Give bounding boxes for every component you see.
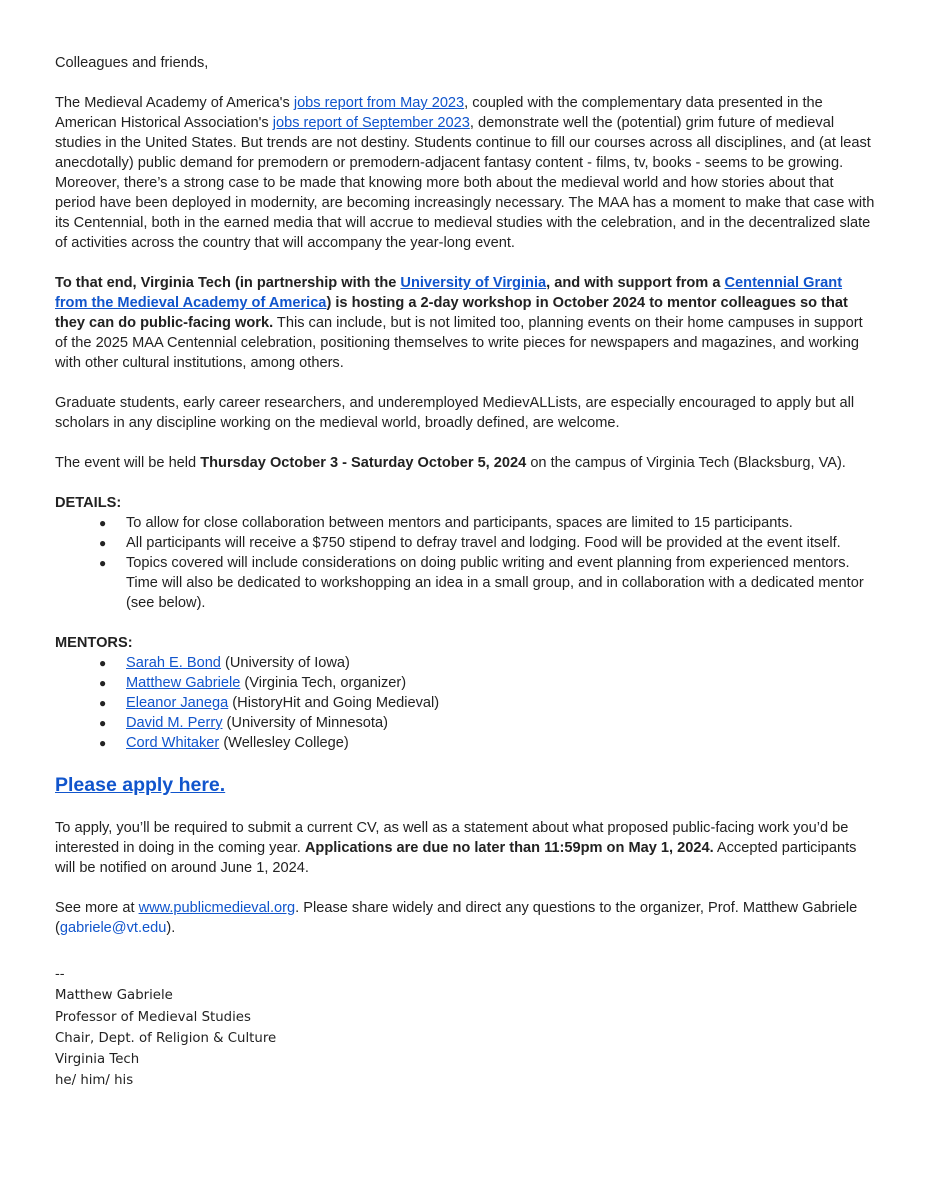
details-list <box>55 513 877 613</box>
deadline: Applications are due no later than 11:59pm on May 1, 2024. <box>304 840 714 856</box>
text: , demonstrate well the (potential) grim future of medieval studies in the United States. But trends are not destiny. Students continue to fill our courses across all disciplines, and (at least anecdotally) public demand for premodern or premodern-adjacent fantasy content - films, tv, books - seems to be growing. Moreover, there’s a strong case to be made that knowing more both about the medieval world and how stories about that period have been deployed in modernity, are becoming increasingly necessary. The MAA has a moment to make that case with its Centennial, both in the earned media that will accrue to medieval studies with the celebration, and in the decentralized slate of activities across the country that will accompany the year-long event. <box>55 115 875 251</box>
text: To apply, you’ll be required to submit a current CV, as well as a statement about what proposed public-facing work you’d be interested in doing in the coming year. <box>55 820 849 856</box>
bullet-icon: ● <box>99 736 107 750</box>
text: The Medieval Academy of America's <box>55 95 294 111</box>
text: ). <box>166 920 176 936</box>
mentors-list <box>55 653 877 753</box>
bullet-icon: ● <box>99 716 107 730</box>
link-publicmedieval[interactable]: www.publicmedieval.org <box>138 900 296 916</box>
text: This can include, but is not limited too, planning events on their home campuses in support of the 2025 MAA Centennial celebration, positioning themselves to write pieces for newspapers and magazines, and working with other cultural institutions, among others. <box>55 315 863 371</box>
signature <box>55 964 877 1092</box>
link-mentor-david-perry[interactable]: David M. Perry <box>126 715 223 731</box>
bullet-icon: ● <box>99 656 107 670</box>
bullet-icon: ● <box>99 536 107 550</box>
link-mentor-matthew-gabriele[interactable]: Matthew Gabriele <box>126 675 241 691</box>
signature-title: Professor of Medieval Studies <box>55 1009 251 1025</box>
list-item: ● Eleanor Janega (HistoryHit and Going Medieval) <box>99 695 440 711</box>
link-maa-jobs-report[interactable]: jobs report from May 2023 <box>293 95 465 111</box>
paragraph-event-dates <box>55 453 877 473</box>
bold-text: To that end, Virginia Tech (in partnership with the <box>55 275 401 291</box>
paragraph-jobs-report <box>55 93 877 253</box>
list-item: ● Topics covered will include considerations on doing public writing and event planning from experienced mentors. Time will also be dedicated to workshopping an idea in a small group, and in collaboration with a dedicated mentor (see below). <box>99 555 864 611</box>
link-aha-jobs-report[interactable]: jobs report of September 2023 <box>272 115 470 131</box>
paragraph-contact <box>55 898 877 938</box>
email-body <box>55 53 877 1092</box>
mentors-heading: MENTORS: <box>55 635 133 651</box>
event-dates: Thursday October 3 - Saturday October 5, 2024 <box>200 455 527 471</box>
list-item: ● All participants will receive a $750 stipend to defray travel and lodging. Food will be provided at the event itself. <box>99 535 841 551</box>
text: on the campus of Virginia Tech (Blacksburg, VA). <box>526 455 846 471</box>
link-mentor-sarah-bond[interactable]: Sarah E. Bond <box>126 655 221 671</box>
list-item: ● Matthew Gabriele (Virginia Tech, organizer) <box>99 675 407 691</box>
signature-name: Matthew Gabriele <box>55 988 173 1004</box>
text: The event will be held <box>55 455 201 471</box>
text: , coupled with the complementary data presented in the American Historical Association's <box>55 95 823 131</box>
bullet-icon: ● <box>99 556 107 570</box>
paragraph-workshop <box>55 273 877 373</box>
bold-text: ) is hosting a 2-day workshop in October 2024 to mentor colleagues so that they can do public-facing work. <box>55 295 848 331</box>
list-item: ● Cord Whitaker (Wellesley College) <box>99 735 349 751</box>
link-email-gabriele[interactable]: gabriele@vt.edu <box>59 920 167 936</box>
greeting: Colleagues and friends, <box>55 55 209 71</box>
link-apply-here[interactable]: Please apply here. <box>55 774 226 796</box>
signature-pronouns: he/ him/ his <box>55 1073 134 1089</box>
signature-institution: Virginia Tech <box>55 1052 140 1068</box>
text: Accepted participants will be notified on around June 1, 2024. <box>55 840 857 876</box>
paragraph-eligibility: Graduate students, early career researchers, and underemployed MedievALLists, are especially encouraged to apply but all scholars in any discipline working on the medieval world, broadly defined, are welcome. <box>55 395 855 431</box>
link-centennial-grant[interactable]: Centennial Grant from the Medieval Academy of America <box>55 275 843 311</box>
bullet-icon: ● <box>99 696 107 710</box>
paragraph-application <box>55 818 877 878</box>
link-university-of-virginia[interactable]: University of Virginia <box>400 275 547 291</box>
link-mentor-cord-whitaker[interactable]: Cord Whitaker <box>126 735 220 751</box>
text: . Please share widely and direct any questions to the organizer, Prof. Matthew Gabriele ( <box>55 900 858 936</box>
bullet-icon: ● <box>99 516 107 530</box>
bold-text: , and with support from a <box>546 275 725 291</box>
list-item: ● To allow for close collaboration between mentors and participants, spaces are limited to 15 participants. <box>99 515 793 531</box>
signature-position: Chair, Dept. of Religion & Culture <box>55 1030 277 1046</box>
text: See more at <box>55 900 139 916</box>
bullet-icon: ● <box>99 676 107 690</box>
details-heading: DETAILS: <box>55 495 122 511</box>
list-item: ● David M. Perry (University of Minnesota) <box>99 715 388 731</box>
list-item: ● Sarah E. Bond (University of Iowa) <box>99 655 350 671</box>
link-mentor-eleanor-janega[interactable]: Eleanor Janega <box>126 695 229 711</box>
apply-heading <box>55 772 877 798</box>
signature-separator: -- <box>55 967 65 982</box>
